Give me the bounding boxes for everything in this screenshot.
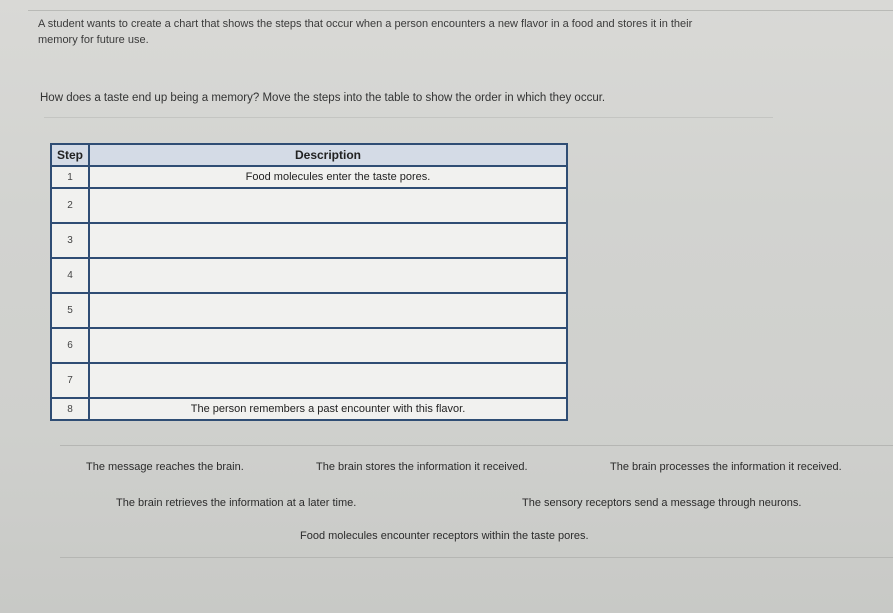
question-divider — [44, 117, 773, 118]
answer-bank-top-divider — [60, 445, 893, 446]
description-column-header: Description — [89, 144, 567, 166]
draggable-step-chip[interactable]: The message reaches the brain. — [86, 461, 244, 473]
step-column-header: Step — [51, 144, 89, 166]
drop-target-cell[interactable] — [89, 293, 567, 328]
step-number: 5 — [51, 293, 89, 328]
top-divider — [28, 10, 893, 11]
table-row — [51, 398, 567, 420]
prompt-text — [38, 16, 888, 48]
drop-target-cell[interactable] — [89, 188, 567, 223]
step-number: 7 — [51, 363, 89, 398]
answer-bank-bottom-divider — [60, 557, 893, 558]
table-row — [51, 293, 567, 328]
table-row — [51, 363, 567, 398]
prompt-line-1: A student wants to create a chart that shows the steps that occur when a person encounters a new flavor in a food and stores it in their — [38, 18, 693, 30]
table-row — [51, 258, 567, 293]
table-row — [51, 188, 567, 223]
draggable-step-chip[interactable]: The brain retrieves the information at a later time. — [116, 497, 357, 509]
step-number: 6 — [51, 328, 89, 363]
step-number: 4 — [51, 258, 89, 293]
draggable-step-chip[interactable]: The brain processes the information it received. — [610, 461, 842, 473]
draggable-step-chip[interactable]: The brain stores the information it received. — [316, 461, 528, 473]
question-text: How does a taste end up being a memory? Move the steps into the table to show the order in which they occur. — [40, 92, 606, 104]
step-number: 1 — [51, 166, 89, 188]
drop-target-cell[interactable] — [89, 223, 567, 258]
table-row — [51, 223, 567, 258]
table-header-row — [51, 144, 567, 166]
steps-table — [50, 143, 568, 421]
step-number: 3 — [51, 223, 89, 258]
drop-target-cell[interactable] — [89, 363, 567, 398]
drop-target-cell[interactable] — [89, 258, 567, 293]
table-row — [51, 328, 567, 363]
step-number: 8 — [51, 398, 89, 420]
prompt-line-2: memory for future use. — [38, 34, 149, 46]
draggable-step-chip[interactable]: The sensory receptors send a message through neurons. — [522, 497, 802, 509]
table-row — [51, 166, 567, 188]
step-description: Food molecules enter the taste pores. — [89, 166, 567, 188]
step-description: The person remembers a past encounter with this flavor. — [89, 398, 567, 420]
drop-target-cell[interactable] — [89, 328, 567, 363]
step-number: 2 — [51, 188, 89, 223]
draggable-step-chip[interactable]: Food molecules encounter receptors within the taste pores. — [300, 530, 589, 542]
